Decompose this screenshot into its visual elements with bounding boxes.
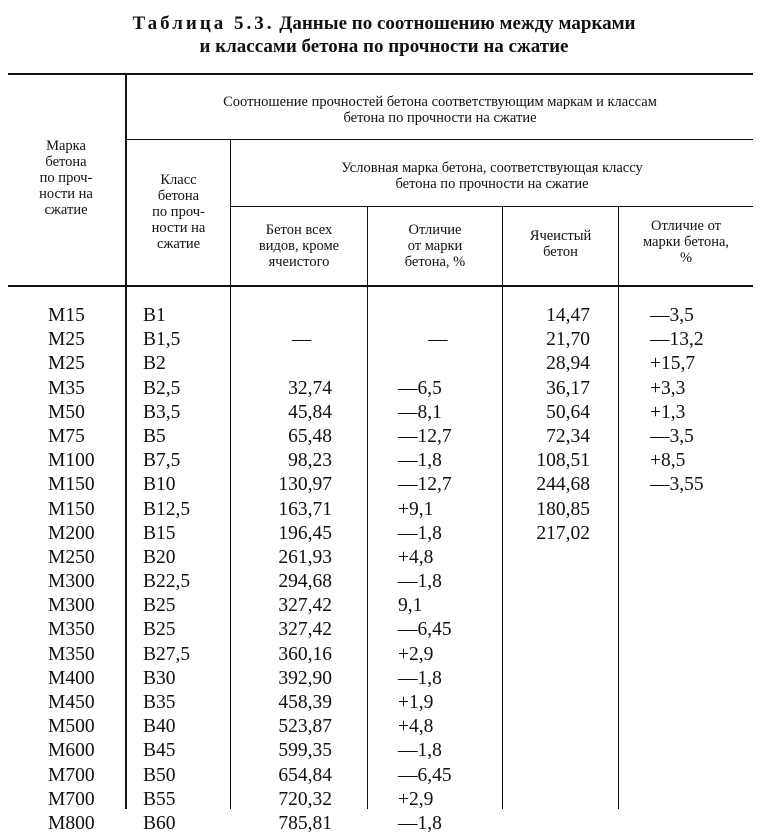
diff1-cell <box>398 304 500 328</box>
all-types-cell: 294,68 <box>278 571 332 593</box>
class-cell: B2 <box>143 353 166 375</box>
grade-cell: M15 <box>48 305 85 326</box>
grade-cell: M300 <box>48 595 95 617</box>
class-cell: B25 <box>143 619 176 641</box>
diff2-cell: +15,7 <box>650 353 696 375</box>
class-cell: B60 <box>143 812 176 834</box>
class-cell: B30 <box>143 667 176 689</box>
diff2-cell: —3,55 <box>650 474 704 496</box>
all-types-cell: 720,32 <box>278 788 332 810</box>
diff1-cell: +9,1 <box>398 498 434 520</box>
header-class: Класс бетона по проч- ности на сжатие <box>151 172 206 252</box>
class-cell: B12,5 <box>143 498 191 520</box>
grade-cell: M75 <box>48 425 85 447</box>
grade-cell: M50 <box>48 401 85 423</box>
grade-cell: M700 <box>48 764 95 786</box>
diff2-cell: +8,5 <box>650 450 686 472</box>
column-cellular <box>503 304 590 546</box>
title-line-1 <box>0 12 768 35</box>
grade-cell: M25 <box>48 329 85 351</box>
class-cell: B50 <box>143 764 176 786</box>
diff1-cell: +1,9 <box>398 692 434 713</box>
header-conditional: Условная марка бетона, соответствующая классу бетона по прочности на сжатие <box>341 160 643 192</box>
table-title <box>0 12 768 58</box>
cellular-cell: 217,02 <box>536 522 590 544</box>
all-types-cell: 785,81 <box>278 812 332 834</box>
class-cell: B1,5 <box>143 329 181 351</box>
all-types-cell: 261,93 <box>278 546 332 568</box>
grade-cell: M700 <box>48 788 95 810</box>
grade-cell: M100 <box>48 450 95 472</box>
class-cell: B1 <box>143 305 166 326</box>
diff2-cell: —3,5 <box>650 305 694 326</box>
grade-cell: M350 <box>48 643 95 665</box>
class-cell: B15 <box>143 522 176 544</box>
diff1-cell: —1,8 <box>398 667 442 689</box>
class-cell: B2,5 <box>143 377 181 399</box>
class-cell: B3,5 <box>143 401 181 423</box>
diff2-cell: —3,5 <box>650 425 694 447</box>
cellular-cell: 180,85 <box>536 498 590 520</box>
diff1-cell: —1,8 <box>398 740 442 762</box>
cellular-cell: 21,70 <box>546 329 590 351</box>
grade-cell: M800 <box>48 812 95 834</box>
grade-cell: M300 <box>48 571 95 593</box>
grade-cell: M500 <box>48 716 95 738</box>
all-types-cell <box>231 304 332 328</box>
diff1-cell: +4,8 <box>398 716 434 738</box>
title-line-2: и классами бетона по прочности на сжатие <box>199 36 569 57</box>
column-all-types <box>231 304 332 836</box>
cellular-cell: 36,17 <box>546 377 590 399</box>
diff1-cell: —1,8 <box>398 571 442 593</box>
conditional-bottom-rule <box>231 206 753 207</box>
header-diff1: Отличие от марки бетона, % <box>404 222 466 270</box>
grade-cell: M250 <box>48 546 95 568</box>
cellular-cell: 50,64 <box>546 401 590 423</box>
cellular-cell: 14,47 <box>546 305 590 326</box>
diff1-cell: —6,45 <box>398 619 452 641</box>
class-cell: B7,5 <box>143 450 181 472</box>
all-types-cell: 163,71 <box>278 498 332 520</box>
column-grade <box>48 304 124 836</box>
all-types-cell: 654,84 <box>278 764 332 786</box>
diff1-cell: —8,1 <box>398 401 442 423</box>
header-diff2: Отличие от марки бетона, % <box>642 218 730 266</box>
diff1-cell: — <box>428 329 448 351</box>
class-cell: B10 <box>143 474 176 496</box>
all-types-cell: 458,39 <box>278 692 332 713</box>
grade-cell: M150 <box>48 498 95 520</box>
header-grade: Марка бетона по проч- ности на сжатие <box>39 138 93 218</box>
header-bottom-rule <box>8 285 753 287</box>
header-ratio: Соотношение прочностей бетона соответствующим маркам и классам бетона по прочности на сжатие <box>223 94 657 126</box>
diff2-cell: —13,2 <box>650 329 704 351</box>
diff1-cell: +2,9 <box>398 788 434 810</box>
grade-cell: M600 <box>48 740 95 762</box>
cellular-cell: 244,68 <box>536 474 590 496</box>
diff1-cell: —1,8 <box>398 450 442 472</box>
all-types-cell: — <box>291 329 312 351</box>
diff1-cell: —1,8 <box>398 812 442 834</box>
all-types-cell: 327,42 <box>278 595 332 617</box>
class-cell: B35 <box>143 692 176 713</box>
all-types-cell: 45,84 <box>288 401 332 423</box>
grade-cell: M35 <box>48 377 85 399</box>
all-types-cell: 98,23 <box>288 450 332 472</box>
grade-cell: M450 <box>48 692 95 713</box>
diff1-cell: +2,9 <box>398 643 434 665</box>
diff1-cell: —6,45 <box>398 764 452 786</box>
cellular-cell: 108,51 <box>536 450 590 472</box>
class-cell: B25 <box>143 595 176 617</box>
vline-all-types <box>367 207 368 809</box>
class-cell: B40 <box>143 716 176 738</box>
all-types-cell <box>231 352 332 376</box>
ratio-bottom-rule <box>127 139 753 140</box>
title-text-1: Данные по соотношению между марками <box>279 13 636 34</box>
diff1-cell: —6,5 <box>398 377 442 399</box>
all-types-cell: 392,90 <box>278 667 332 689</box>
all-types-cell: 130,97 <box>278 474 332 496</box>
class-cell: B45 <box>143 740 176 762</box>
diff1-cell: —1,8 <box>398 522 442 544</box>
column-class <box>143 304 229 836</box>
class-cell: B27,5 <box>143 643 191 665</box>
top-rule <box>8 73 753 75</box>
header-cellular: Ячеистый бетон <box>529 228 592 260</box>
class-cell: B55 <box>143 788 176 810</box>
diff1-cell: —12,7 <box>398 474 452 496</box>
cellular-cell: 28,94 <box>546 353 590 375</box>
all-types-cell: 32,74 <box>288 377 332 399</box>
diff2-cell: +1,3 <box>650 401 686 423</box>
diff1-cell: 9,1 <box>398 595 423 617</box>
all-types-cell: 65,48 <box>288 425 332 447</box>
title-lead: Таблица 5.3. <box>132 13 275 34</box>
all-types-cell: 360,16 <box>278 643 332 665</box>
diff1-cell <box>398 352 500 376</box>
grade-cell: M400 <box>48 667 95 689</box>
grade-cell: M350 <box>48 619 95 641</box>
column-diff1 <box>398 304 500 836</box>
all-types-cell: 327,42 <box>278 619 332 641</box>
diff1-cell: +4,8 <box>398 546 434 568</box>
grade-cell: M25 <box>48 353 85 375</box>
class-cell: B5 <box>143 425 166 447</box>
class-cell: B22,5 <box>143 571 191 593</box>
diff2-cell: +3,3 <box>650 377 686 399</box>
column-diff2 <box>650 304 750 498</box>
vline-cellular <box>618 207 619 809</box>
all-types-cell: 599,35 <box>278 740 332 762</box>
diff1-cell: —12,7 <box>398 425 452 447</box>
all-types-cell: 196,45 <box>278 522 332 544</box>
grade-cell: M150 <box>48 474 95 496</box>
all-types-cell: 523,87 <box>278 716 332 738</box>
grade-cell: M200 <box>48 522 95 544</box>
header-all-types: Бетон всех видов, кроме ячеистого <box>258 222 340 270</box>
class-cell: B20 <box>143 546 176 568</box>
cellular-cell: 72,34 <box>546 425 590 447</box>
